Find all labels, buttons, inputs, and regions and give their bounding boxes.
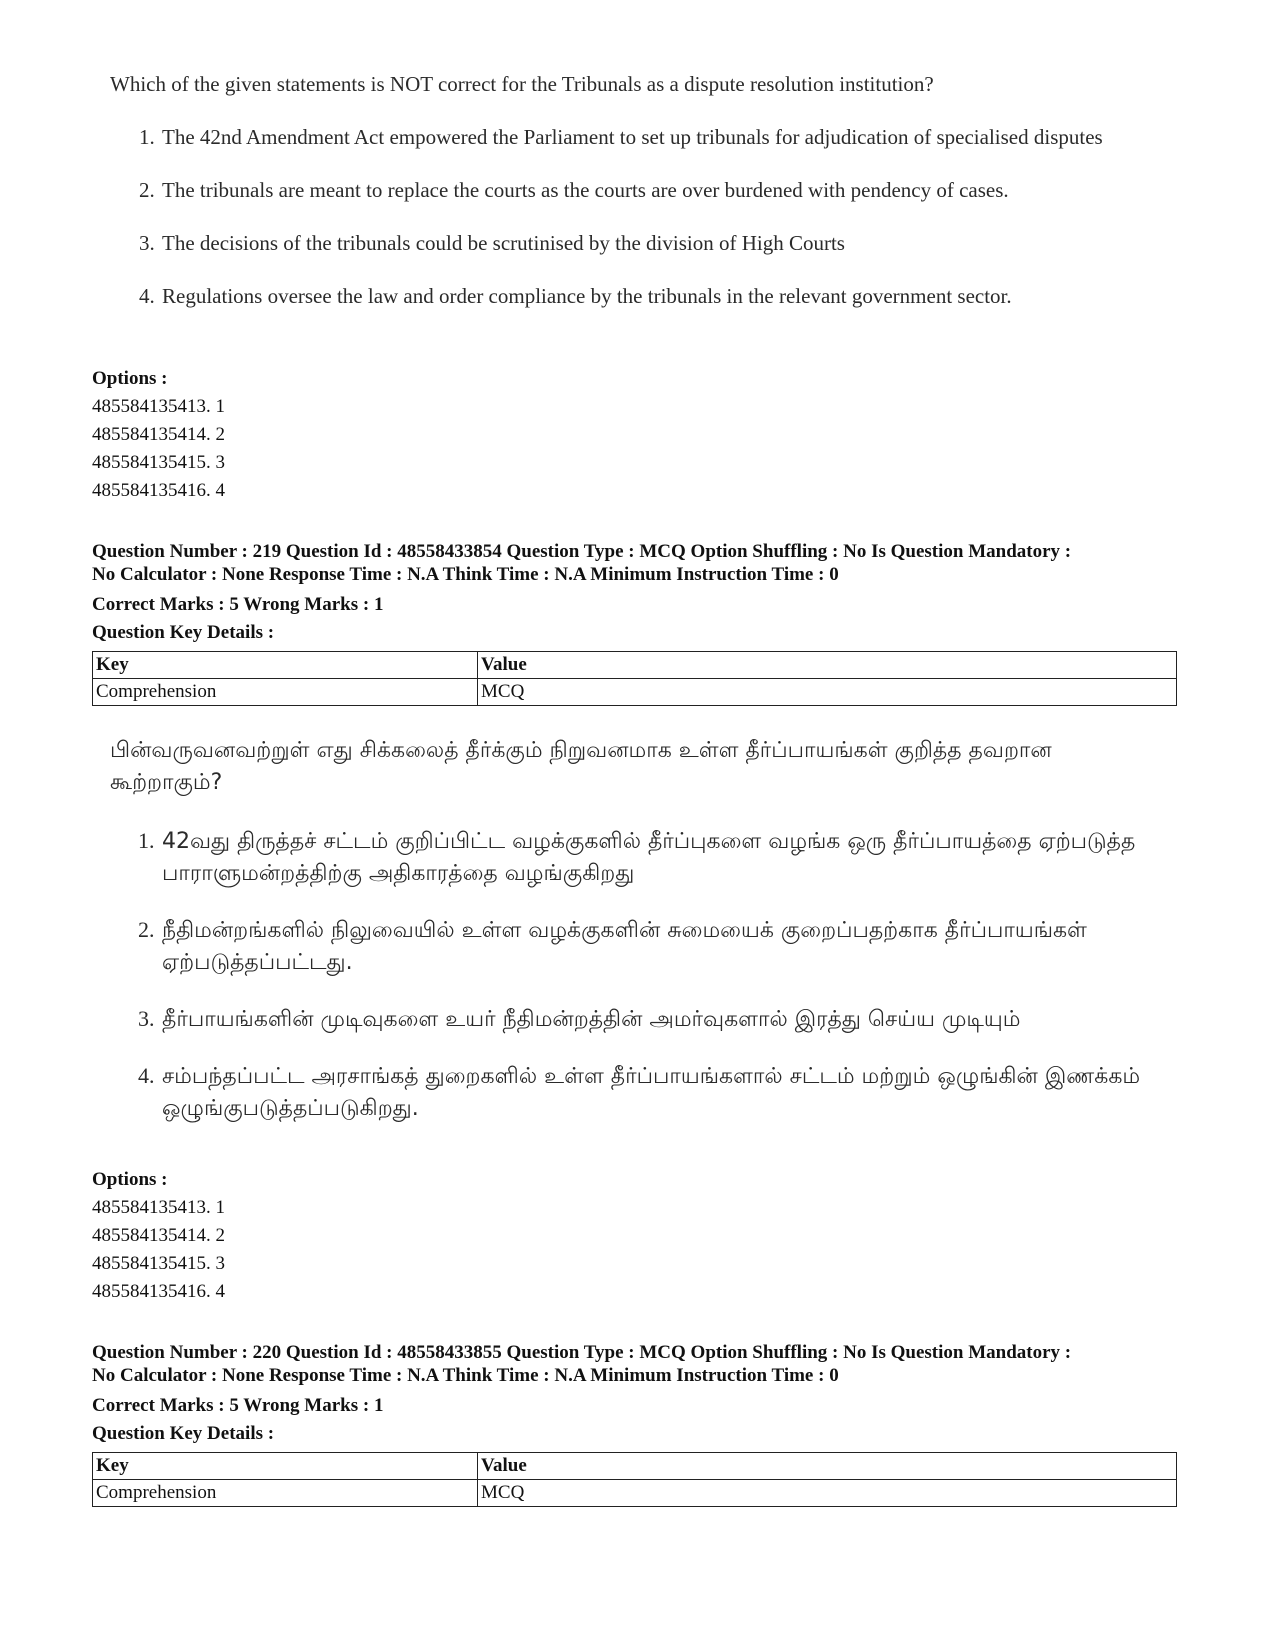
options-list (92, 365, 225, 505)
option-item: 485584135413. 1 (92, 1197, 225, 1218)
option-item: 485584135416. 4 (92, 1281, 225, 1302)
question-meta-219 (92, 540, 1192, 706)
key-details-table (92, 651, 1177, 706)
table-cell: Comprehension (93, 679, 478, 706)
table-row (93, 679, 1177, 706)
statement-item: 1. The 42nd Amendment Act empowered the Parliament to set up tribunals for adjudication of specialised disputes (160, 124, 1170, 151)
statement-item: 4. சம்பந்தப்பட்ட அரசாங்கத் துறைகளில் உள்ள தீர்ப்பாயங்களால் சட்டம் மற்றும் ஒழுங்கின் இணக்கம் ஒழுங்குபடுத்தப்படுகிறது. (160, 1060, 1170, 1125)
question-meta-220 (92, 1341, 1192, 1507)
question-meta-line: No Calculator : None Response Time : N.A Think Time : N.A Minimum Instruction Time : 0 (92, 564, 839, 585)
question-meta-line: No Calculator : None Response Time : N.A Think Time : N.A Minimum Instruction Time : 0 (92, 1365, 839, 1386)
table-row (93, 1480, 1177, 1507)
statement-item: 2. The tribunals are meant to replace the courts as the courts are over burdened with pendency of cases. (160, 177, 1170, 204)
question-meta-line: Question Number : 219 Question Id : 48558433854 Question Type : MCQ Option Shuffling : No Is Question Mandatory : (92, 541, 1072, 562)
table-header-row (93, 1453, 1177, 1480)
statement-item: 1. 42வது திருத்தச் சட்டம் குறிப்பிட்ட வழக்குகளில் தீர்ப்புகளை வழங்க ஒரு தீர்ப்பாயத்தை ஏற்படுத்த பாராளுமன்றத்திற்கு அதிகாரத்தை வழங்குகிறது (160, 825, 1170, 890)
key-details-title: Question Key Details : (92, 1423, 275, 1444)
table-header-cell: Value (478, 1453, 1177, 1480)
key-details-title: Question Key Details : (92, 622, 275, 643)
question-tamil-block (110, 735, 1170, 1149)
option-item: 485584135414. 2 (92, 424, 225, 445)
statement-item: 3. The decisions of the tribunals could be scrutinised by the division of High Courts (160, 230, 1170, 257)
options-title: Options : (92, 368, 168, 389)
question-meta-line: Question Number : 220 Question Id : 48558433855 Question Type : MCQ Option Shuffling : No Is Question Mandatory : (92, 1342, 1072, 1363)
table-header-cell: Value (478, 652, 1177, 679)
option-item: 485584135414. 2 (92, 1225, 225, 1246)
marks-line: Correct Marks : 5 Wrong Marks : 1 (92, 1395, 384, 1416)
statement-item: 2. நீதிமன்றங்களில் நிலுவையில் உள்ள வழக்குகளின் சுமையைக் குறைப்பதற்காக தீர்ப்பாயங்கள் ஏற்படுத்தப்பட்டது. (160, 914, 1170, 979)
key-details-table (92, 1452, 1177, 1507)
table-header-cell: Key (93, 1453, 478, 1480)
table-header-row (93, 652, 1177, 679)
option-item: 485584135413. 1 (92, 396, 225, 417)
statement-item: 4. Regulations oversee the law and order compliance by the tribunals in the relevant government sector. (160, 283, 1170, 310)
table-cell: MCQ (478, 1480, 1177, 1507)
options-title: Options : (92, 1169, 168, 1190)
statement-list-tamil (110, 825, 1170, 1125)
option-item: 485584135416. 4 (92, 480, 225, 501)
option-item: 485584135415. 3 (92, 452, 225, 473)
question-stem-english: Which of the given statements is NOT correct for the Tribunals as a dispute resolution institution? (110, 72, 934, 96)
table-header-cell: Key (93, 652, 478, 679)
question-stem-tamil: பின்வருவனவற்றுள் எது சிக்கலைத் தீர்க்கும் நிறுவனமாக உள்ள தீர்ப்பாயங்கள் குறித்த தவறான கூற்றாகும்? (110, 738, 1052, 795)
table-cell: Comprehension (93, 1480, 478, 1507)
question-english-block (110, 70, 1170, 336)
statement-item: 3. தீர்பாயங்களின் முடிவுகளை உயர் நீதிமன்றத்தின் அமர்வுகளால் இரத்து செய்ய முடியும் (160, 1003, 1170, 1036)
table-cell: MCQ (478, 679, 1177, 706)
options-list (92, 1166, 225, 1306)
statement-list-english (110, 124, 1170, 310)
option-item: 485584135415. 3 (92, 1253, 225, 1274)
marks-line: Correct Marks : 5 Wrong Marks : 1 (92, 594, 384, 615)
